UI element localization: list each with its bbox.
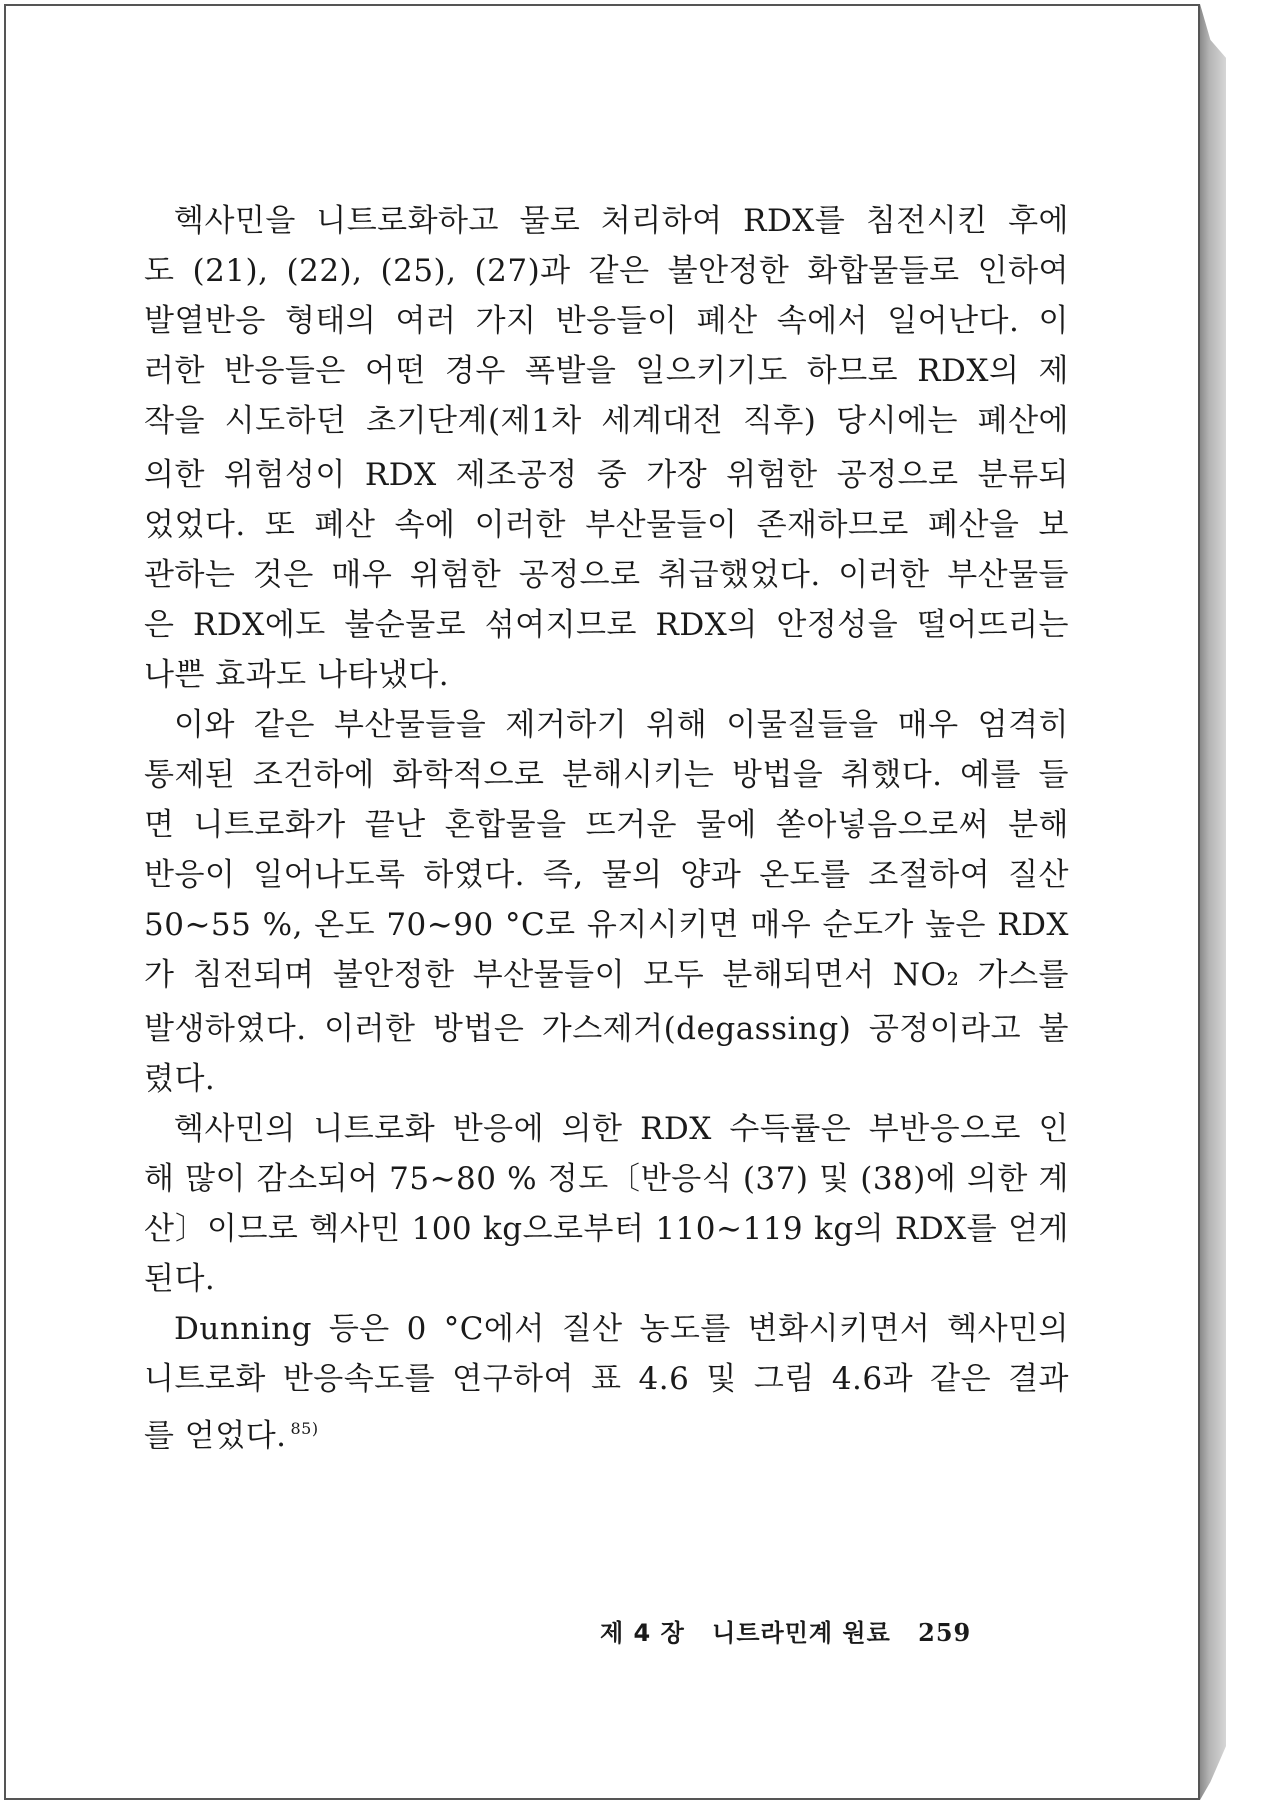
body-line: 도 (21), (22), (25), (27)과 같은 불안정한 화합물들로 인하여 — [144, 253, 1069, 289]
body-line: 은 RDX에도 불순물로 섞여지므로 RDX의 안정성을 떨어뜨리는 — [144, 607, 1069, 643]
body-line: 헥사민을 니트로화하고 물로 처리하여 RDX를 침전시킨 후에 — [174, 203, 1069, 239]
body-line: 50∼55 %, 온도 70∼90 °C로 유지시키면 매우 순도가 높은 RDX — [144, 907, 1069, 943]
body-line: 면 니트로화가 끝난 혼합물을 뜨거운 물에 쏟아넣음으로써 분해 — [144, 807, 1069, 843]
page-edge-shadow — [1200, 4, 1226, 1800]
page-footer — [600, 1613, 1035, 1648]
body-line: 었었다. 또 폐산 속에 이러한 부산물들이 존재하므로 폐산을 보 — [144, 507, 1069, 543]
chapter-label: 제 4 장 — [600, 1619, 685, 1647]
body-line: 러한 반응들은 어떤 경우 폭발을 일으키기도 하므로 RDX의 제 — [144, 353, 1069, 389]
body-line: 가 침전되며 불안정한 부산물들이 모두 분해되면서 NO₂ 가스를 — [144, 957, 1069, 993]
body-line: 헥사민의 니트로화 반응에 의한 RDX 수득률은 부반응으로 인 — [174, 1111, 1069, 1147]
page-number: 259 — [918, 1618, 972, 1647]
body-line: 된다. — [144, 1261, 216, 1297]
body-line: 이와 같은 부산물들을 제거하기 위해 이물질들을 매우 엄격히 — [174, 707, 1069, 743]
body-line: 산〕이므로 헥사민 100 kg으로부터 110∼119 kg의 RDX를 얻게 — [144, 1211, 1069, 1247]
body-line: 발열반응 형태의 여러 가지 반응들이 폐산 속에서 일어난다. 이 — [144, 303, 1069, 339]
body-line: 관하는 것은 매우 위험한 공정으로 취급했었다. 이러한 부산물들 — [144, 557, 1069, 593]
body-line: 통제된 조건하에 화학적으로 분해시키는 방법을 취했다. 예를 들 — [144, 757, 1069, 793]
body-line: 반응이 일어나도록 하였다. 즉, 물의 양과 온도를 조절하여 질산 — [144, 857, 1069, 893]
chapter-title: 니트라민계 원료 — [712, 1619, 891, 1647]
body-line: 해 많이 감소되어 75∼80 % 정도〔반응식 (37) 및 (38)에 의한 계 — [144, 1161, 1069, 1197]
body-text — [144, 196, 1069, 1454]
body-line: 렸다. — [144, 1061, 216, 1097]
body-line: Dunning 등은 0 °C에서 질산 농도를 변화시키면서 헥사민의 — [174, 1311, 1069, 1347]
body-line — [144, 1404, 1069, 1454]
body-line: 의한 위험성이 RDX 제조공정 중 가장 위험한 공정으로 분류되 — [144, 457, 1069, 493]
footnote-marker: 85) — [290, 1419, 319, 1438]
body-line-text: 를 얻었다. — [144, 1418, 287, 1454]
body-line: 나쁜 효과도 나타냈다. — [144, 657, 450, 693]
body-line: 발생하였다. 이러한 방법은 가스제거(degassing) 공정이라고 불 — [144, 1011, 1069, 1047]
body-line: 니트로화 반응속도를 연구하여 표 4.6 및 그림 4.6과 같은 결과 — [144, 1361, 1069, 1397]
body-line: 작을 시도하던 초기단계(제1차 세계대전 직후) 당시에는 폐산에 — [144, 403, 1069, 439]
